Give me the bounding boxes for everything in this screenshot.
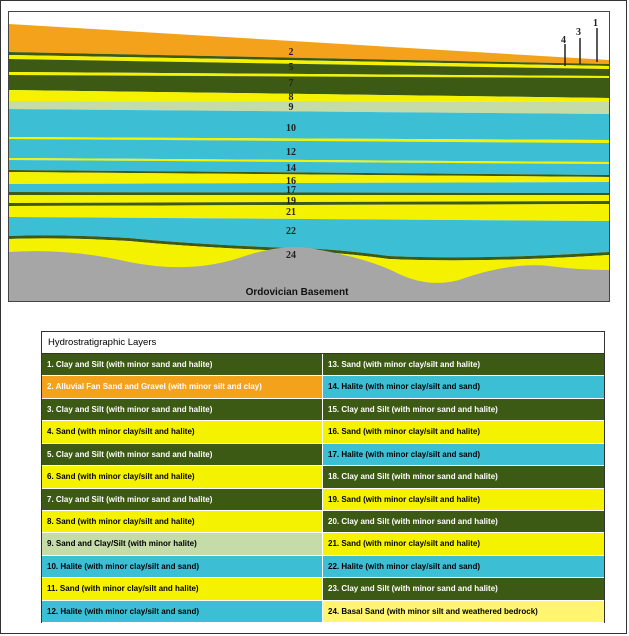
layer-label-8: 8 (288, 92, 294, 103)
legend-item: 21. Sand (with minor clay/silt and halite) (323, 533, 604, 555)
legend-item: 6. Sand (with minor clay/silt and halite) (42, 466, 323, 488)
layer-label-16: 16 (286, 176, 296, 187)
legend-item: 4. Sand (with minor clay/silt and halite) (42, 421, 323, 443)
layer-label-19: 19 (286, 196, 296, 207)
legend-item: 16. Sand (with minor clay/silt and halite) (323, 421, 604, 443)
legend-item: 23. Clay and Silt (with minor sand and halite) (323, 578, 604, 600)
layer-label-17: 17 (286, 185, 296, 196)
legend-item: 10. Halite (with minor clay/silt and sand) (42, 556, 323, 578)
layer-label-7: 7 (288, 78, 294, 89)
legend-item: 3. Clay and Silt (with minor sand and halite) (42, 399, 323, 421)
legend-item: 20. Clay and Silt (with minor sand and halite) (323, 511, 604, 533)
layer-label-2: 2 (288, 47, 294, 58)
legend-item: 17. Halite (with minor clay/silt and sand) (323, 444, 604, 466)
legend-item: 24. Basal Sand (with minor silt and weathered bedrock) (323, 601, 604, 623)
layer-label-9: 9 (288, 102, 294, 113)
layer-10-halite (9, 109, 609, 140)
well-label-1: 1 (593, 18, 598, 29)
legend-item: 1. Clay and Silt (with minor sand and halite) (42, 354, 323, 376)
legend-item: 19. Sand (with minor clay/silt and halite) (323, 489, 604, 511)
well-label-4: 4 (561, 35, 566, 46)
basement-label: Ordovician Basement (245, 287, 349, 298)
layer-label-5: 5 (288, 62, 294, 73)
layer-label-21: 21 (286, 207, 296, 218)
legend-title: Hydrostratigraphic Layers (42, 332, 604, 354)
legend-item: 15. Clay and Silt (with minor sand and halite) (323, 399, 604, 421)
layer-12-halite (9, 139, 609, 162)
legend-item: 9. Sand and Clay/Silt (with minor halite) (42, 533, 323, 555)
cross-section-svg (9, 12, 609, 301)
legend-item: 8. Sand (with minor clay/silt and halite) (42, 511, 323, 533)
legend-item: 22. Halite (with minor clay/silt and sand) (323, 556, 604, 578)
layer-label-10: 10 (286, 123, 296, 134)
legend-item: 11. Sand (with minor clay/silt and halite) (42, 578, 323, 600)
legend-columns (42, 354, 604, 623)
layer-label-14: 14 (286, 163, 296, 174)
legend-item: 7. Clay and Silt (with minor sand and halite) (42, 489, 323, 511)
legend-column-left (42, 354, 323, 623)
cross-section (8, 11, 610, 302)
legend-item: 18. Clay and Silt (with minor sand and halite) (323, 466, 604, 488)
legend-item: 14. Halite (with minor clay/silt and sand) (323, 376, 604, 398)
legend-item: 12. Halite (with minor clay/silt and sand) (42, 601, 323, 623)
legend-column-right (323, 354, 604, 623)
layer-label-22: 22 (286, 226, 296, 237)
legend-item: 5. Clay and Silt (with minor sand and halite) (42, 444, 323, 466)
legend-item: 2. Alluvial Fan Sand and Gravel (with minor silt and clay) (42, 376, 323, 398)
layer-label-12: 12 (286, 147, 296, 158)
legend-item: 13. Sand (with minor clay/silt and halite) (323, 354, 604, 376)
layer-label-24: 24 (286, 250, 296, 261)
legend (41, 331, 605, 623)
well-label-3: 3 (576, 27, 581, 38)
